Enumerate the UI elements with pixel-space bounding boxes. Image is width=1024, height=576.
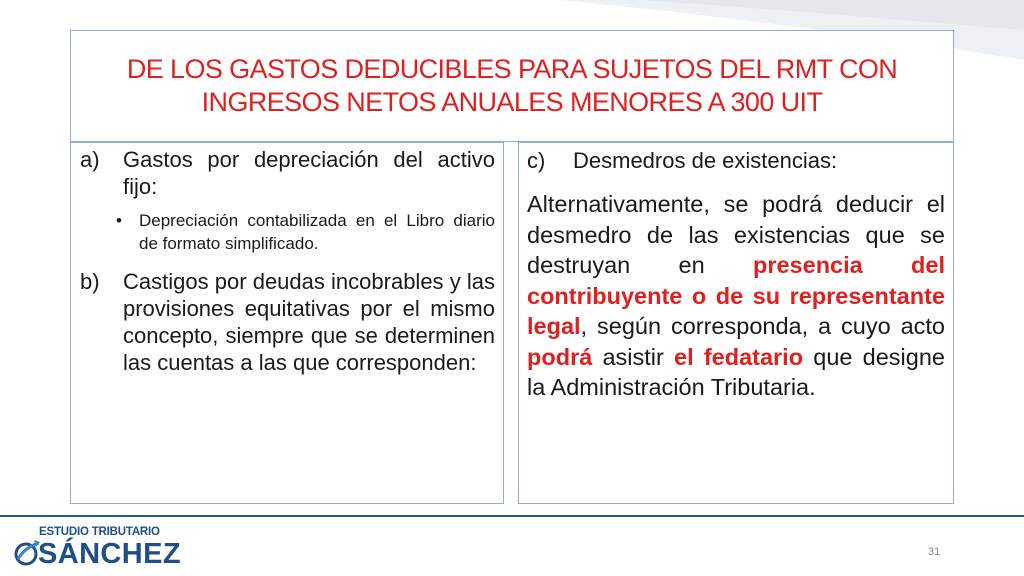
company-logo (14, 526, 184, 572)
para-part-4: que designe la Administración Tributaria. (527, 343, 945, 400)
para-highlight-podra: podrá (527, 343, 593, 370)
globe-arrow-icon (14, 537, 40, 569)
item-a-bullet-text: Depreciación contabilizada en el Libro diario de formato simplificado. (139, 211, 495, 253)
item-a-bullet (116, 209, 495, 255)
item-a-text: Gastos por depreciación del activo fijo: (123, 147, 495, 199)
page-number: 31 (928, 546, 941, 558)
para-part-1: Alternativamente, se podrá deducir el desmedro de las existencias que se destruyan en (527, 191, 945, 278)
logo-small-text: ESTUDIO TRIBUTARIO (39, 526, 160, 538)
item-a-marker: a) (80, 147, 100, 172)
item-a (80, 146, 495, 200)
para-part-3: asistir (592, 343, 675, 370)
item-c-marker: c) (527, 148, 546, 173)
item-b-marker: b) (80, 269, 100, 294)
para-highlight-presencia: presencia del contribuyente o de su representante legal (527, 252, 945, 339)
item-c-text: Desmedros de existencias: (573, 148, 838, 173)
item-b (80, 268, 495, 376)
bullet-icon: • (116, 211, 122, 230)
right-column (518, 142, 954, 504)
para-part-2: , según corresponda, a cuyo acto (580, 313, 945, 339)
title-box (70, 30, 954, 142)
footer-divider (0, 515, 1024, 517)
logo-big-text: SÁNCHEZ (38, 538, 181, 570)
item-b-text: Castigos por deudas incobrables y las provisiones equitativas por el mismo concepto, siempre que se determinen las cuentas a las que corresponden: (123, 269, 495, 375)
desmedros-paragraph (527, 189, 945, 403)
title-line-1: DE LOS GASTOS DEDUCIBLES PARA SUJETOS DEL RMT CON (126, 54, 898, 84)
title-line-2: INGRESOS NETOS ANUALES MENORES A 300 UIT (201, 87, 823, 117)
slide-title (127, 53, 897, 119)
left-column (70, 142, 504, 504)
para-highlight-fedatario: el fedatario (674, 343, 804, 370)
item-c (527, 147, 945, 174)
